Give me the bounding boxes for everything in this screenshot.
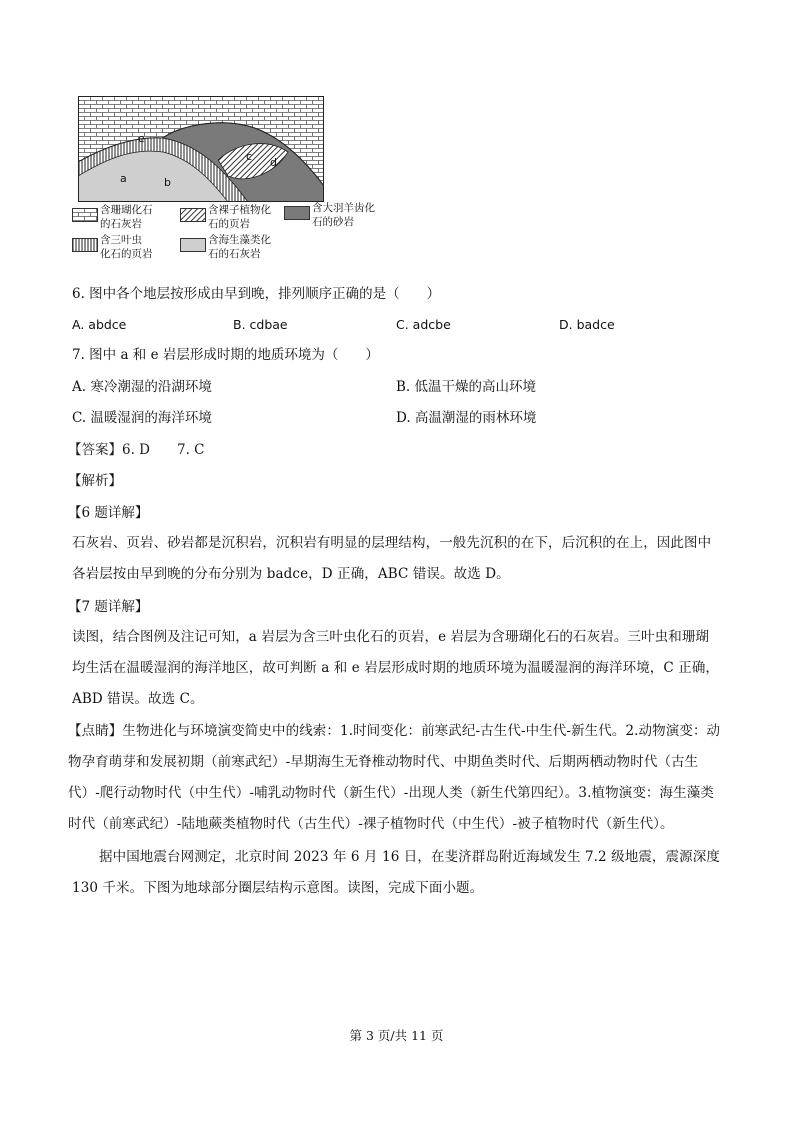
question-6-stem: 6. 图中各个地层按形成由早到晚，排列顺序正确的是（ ） xyxy=(72,286,441,302)
q7-option-b: B. 低温干燥的高山环境 xyxy=(396,379,537,395)
legend-swatch-trilobite-shale xyxy=(72,238,98,252)
layer-label-b: b xyxy=(164,176,171,189)
layer-label-d: d xyxy=(270,156,277,169)
legend-swatch-fern-sandstone xyxy=(284,206,310,220)
strata-cross-section xyxy=(78,96,324,202)
legend-swatch-coral-limestone xyxy=(72,208,98,222)
page-footer: 第 3 页/共 11 页 xyxy=(349,1028,444,1043)
legend-item-coral-limestone: 含珊瑚化石 的石灰岩 xyxy=(100,204,153,230)
key-point-label: 【点睛】 xyxy=(68,723,123,739)
legend-item-fern-sandstone: 含大羽羊齿化 石的砂岩 xyxy=(312,202,375,228)
q7-option-a: A. 寒冷潮湿的沿湖环境 xyxy=(72,379,212,395)
answer-text: 6. D 7. C xyxy=(122,442,205,458)
analysis-label: 【解析】 xyxy=(68,473,122,489)
strata-figure xyxy=(78,96,324,202)
answer-line xyxy=(68,440,205,460)
q6-option-c: C. adcbe xyxy=(396,317,451,332)
layer-label-e: e xyxy=(138,132,145,145)
detail-7-text: 读图，结合图例及注记可知，a 岩层为含三叶虫化石的页岩，e 岩层为含珊瑚化石的石灰岩。三叶虫和珊瑚均生活在温暖湿润的海洋地区，故可判断 a 和 e 岩层形成时期的地质环境为温暖湿润的海洋环境，C 正确，ABD 错误。故选 C。 xyxy=(72,629,720,707)
legend-item-trilobite-shale: 含三叶虫 化石的页岩 xyxy=(100,234,153,260)
key-point xyxy=(68,716,722,840)
q7-option-d: D. 高温潮湿的雨林环境 xyxy=(396,410,537,426)
q6-option-d: D. badce xyxy=(559,317,615,332)
detail-6-label: 【6 题详解】 xyxy=(68,505,149,521)
q6-option-a: A. abdce xyxy=(72,317,127,332)
legend-item-gymnosperm-shale: 含裸子植物化 石的页岩 xyxy=(208,204,271,230)
q7-option-c: C. 温暖湿润的海洋环境 xyxy=(72,410,212,426)
legend-swatch-gymnosperm-shale xyxy=(180,208,206,222)
key-point-text: 生物进化与环境演变简史中的线索：1.时间变化：前寒武纪-古生代-中生代-新生代。2.动物演变：动物孕育萌芽和发展初期（前寒武纪）-早期海生无脊椎动物时代、中期鱼类时代、后期两栖动物时代（古生代）-爬行动物时代（中生代）-哺乳动物时代（新生代）-出现人类（新生代第四纪）。3.植物演变：海生藻类时代（前寒武纪）-陆地蕨类植物时代（古生代）-裸子植物时代（中生代）-被子植物时代（新生代）。 xyxy=(68,723,721,832)
answer-label: 【答案】 xyxy=(68,442,122,458)
earthquake-intro: 据中国地震台网测定，北京时间 2023 年 6 月 16 日，在斐济群岛附近海域发生 7.2 级地震，震源深度 130 千米。下图为地球部分圈层结构示意图。读图，完成下面小题。 xyxy=(72,849,720,896)
legend-item-algae-limestone: 含海生藻类化 石的石灰岩 xyxy=(208,234,271,260)
question-7-stem: 7. 图中 a 和 e 岩层形成时期的地质环境为（ ） xyxy=(72,347,379,363)
q6-option-b: B. cdbae xyxy=(233,317,288,332)
layer-label-a: a xyxy=(120,172,127,185)
detail-6-text: 石灰岩、页岩、砂岩都是沉积岩，沉积岩有明显的层理结构，一般先沉积的在下，后沉积的在上，因此图中各岩层按由早到晚的分布分别为 badce，D 正确，ABC 错误。故选 D。 xyxy=(72,535,712,582)
layer-label-c: c xyxy=(246,150,253,163)
legend-swatch-algae-limestone xyxy=(180,238,206,252)
detail-7-label: 【7 题详解】 xyxy=(68,599,149,615)
